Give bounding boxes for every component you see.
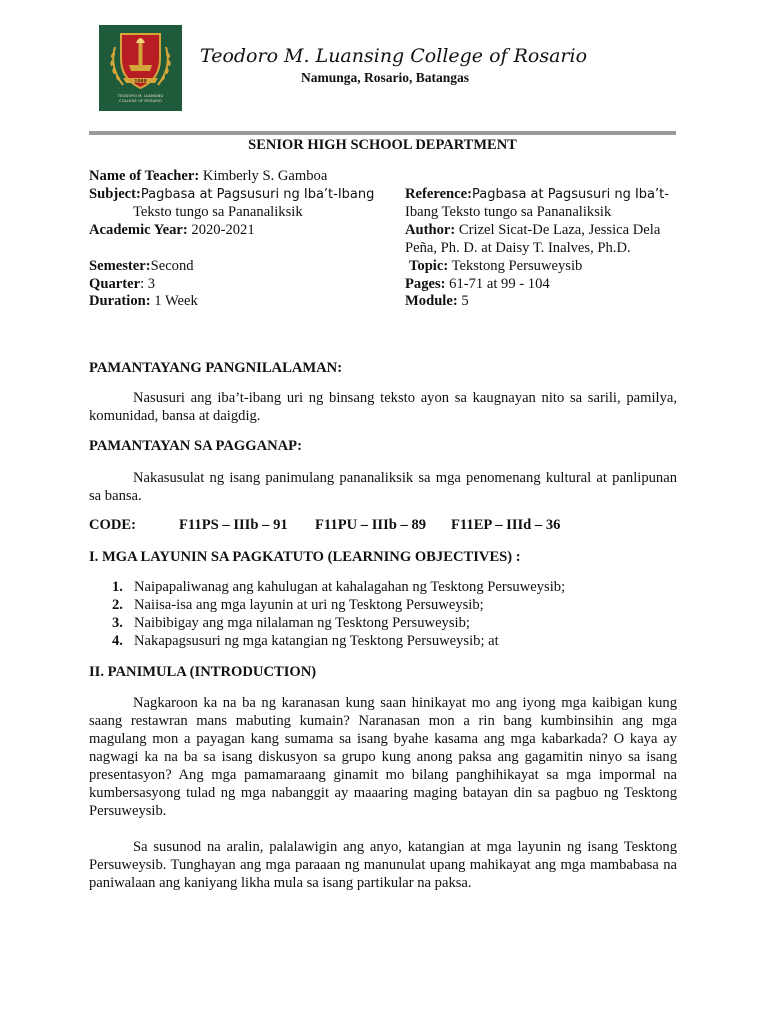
module-line	[405, 293, 469, 310]
svg-text:COLLEGE OF ROSARIO: COLLEGE OF ROSARIO	[119, 98, 162, 103]
objective-item	[112, 633, 499, 650]
year-label: Academic Year:	[89, 222, 188, 238]
objective-text: Naipapaliwanag ang kahulugan at kahalagahan ng Tesktong Persuweysib;	[134, 579, 566, 595]
reference-line-2: Ibang Teksto tungo sa Pananaliksik	[405, 204, 612, 220]
pagganap-paragraph	[89, 469, 677, 505]
author-line	[405, 222, 660, 239]
semester-value: Second	[150, 258, 194, 274]
module-value: 5	[457, 293, 469, 309]
semester-label: Semester:	[89, 258, 151, 274]
year-line	[89, 222, 255, 239]
intro-heading: II. PANIMULA (INTRODUCTION)	[89, 664, 317, 680]
author-line-2: Peña, Ph. D. at Daisy T. Inalves, Ph.D.	[405, 240, 631, 256]
code-2: F11PU – IIIb – 89	[315, 517, 427, 533]
duration-line	[89, 293, 198, 310]
svg-text:TEODORO M. LUANSING: TEODORO M. LUANSING	[117, 93, 164, 98]
teacher-label: Name of Teacher:	[89, 168, 200, 184]
quarter-value: : 3	[140, 276, 156, 292]
college-name: Teodoro M. Luansing College of Rosario	[200, 45, 588, 67]
author-label: Author:	[405, 222, 456, 238]
department-title: SENIOR HIGH SCHOOL DEPARTMENT	[248, 137, 517, 153]
code-1: F11PS – IIIb – 91	[179, 517, 288, 533]
pagganap-text: Nakasusulat ng isang panimulang pananaliksik sa mga penomenang kultural at panlipunan sa bansa.	[89, 470, 677, 504]
objective-text: Naibibigay ang mga nilalaman ng Tesktong Persuweysib;	[134, 615, 470, 631]
reference-label: Reference:	[405, 186, 472, 202]
objective-number: 2.	[112, 597, 123, 613]
topic-label: Topic:	[409, 258, 449, 274]
pagganap-heading: PAMANTAYAN SA PAGGANAP:	[89, 438, 302, 454]
duration-label: Duration:	[89, 293, 151, 309]
intro-paragraph-2	[89, 838, 677, 892]
objective-number: 4.	[112, 633, 123, 649]
semester-line	[89, 258, 194, 275]
teacher-value: Kimberly S. Gamboa	[199, 168, 328, 184]
objective-text: Nakapagsusuri ng mga katangian ng Tesktong Persuweysib; at	[134, 633, 499, 649]
pangnilalaman-paragraph	[89, 389, 677, 425]
quarter-label: Quarter	[89, 276, 141, 292]
college-logo	[99, 25, 182, 111]
year-value: 2020-2021	[187, 222, 255, 238]
teacher-line	[89, 168, 327, 185]
subject-line	[89, 186, 374, 203]
topic-value: Tekstong Persuweysib	[448, 258, 583, 274]
header-divider	[89, 131, 676, 135]
objective-item	[112, 579, 565, 596]
objective-text: Naiisa-isa ang mga layunin at uri ng Tesktong Persuweysib;	[134, 597, 484, 613]
quarter-line	[89, 276, 155, 293]
objectives-heading: I. MGA LAYUNIN SA PAGKATUTO (LEARNING OBJECTIVES) :	[89, 549, 521, 565]
subject-line-2: Teksto tungo sa Pananaliksik	[133, 204, 303, 220]
subject-label: Subject:	[89, 186, 141, 202]
pages-line	[405, 276, 550, 293]
code-3: F11EP – IIId – 36	[451, 517, 561, 533]
pages-label: Pages:	[405, 276, 446, 292]
subject-value: Pagbasa at Pagsusuri ng Iba’t-Ibang	[140, 187, 375, 202]
author-value: Crizel Sicat-De Laza, Jessica Dela	[455, 222, 661, 238]
objective-number: 1.	[112, 579, 123, 595]
objective-number: 3.	[112, 615, 123, 631]
duration-value: 1 Week	[150, 293, 198, 309]
objective-item	[112, 615, 470, 632]
code-label: CODE:	[89, 517, 137, 533]
module-label: Module:	[405, 293, 458, 309]
intro-paragraph-1	[89, 694, 677, 820]
topic-line	[409, 258, 582, 275]
pangnilalaman-heading: PAMANTAYANG PANGNILALAMAN:	[89, 360, 343, 376]
pages-value: 61-71 at 99 - 104	[445, 276, 550, 292]
svg-text:1989: 1989	[134, 79, 147, 85]
intro-text-1: Nagkaroon ka na ba ng karanasan kung saan hinikayat mo ang iyong mga kaibigan kung saang restawran mans mabuting kumain? Naranasan mon a rin bang kumbinsihin ang mga magulang mon a payagan kang sumama sa isang byahe kasama ang mga kabarkada? O kaya ay nagwagi ka na ba sa isang diskusyon sa grupo kung anong paksa ang gagamitin ninyo sa isang presentasyon? Ang mga pamamaraang ginamit mo bilang panghihikayat sa mga impormal na kumbersasyong tulad ng mga nabanggit ay maaaring maging batayan din sa pagbuo ng Tesktong Persuweysib.	[89, 695, 677, 819]
reference-line	[405, 186, 669, 203]
college-address: Namunga, Rosario, Batangas	[300, 70, 470, 85]
objective-item	[112, 597, 484, 614]
pangnilalaman-text: Nasusuri ang iba’t-ibang uri ng binsang teksto ayon sa kaugnayan nito sa sarili, pamilya, komunidad, bansa at daigdig.	[89, 390, 677, 424]
intro-text-2: Sa susunod na aralin, palalawigin ang anyo, katangian at mga layunin ng isang Tesktong Persuweysib. Tunghayan ang mga paraaan ng manunulat upang mahikayat ang mga mambabasa na paniwalaan ang kaniyang likha mula sa isang partikular na paksa.	[89, 839, 677, 891]
reference-value: Pagbasa at Pagsusuri ng Iba’t-	[471, 187, 669, 202]
